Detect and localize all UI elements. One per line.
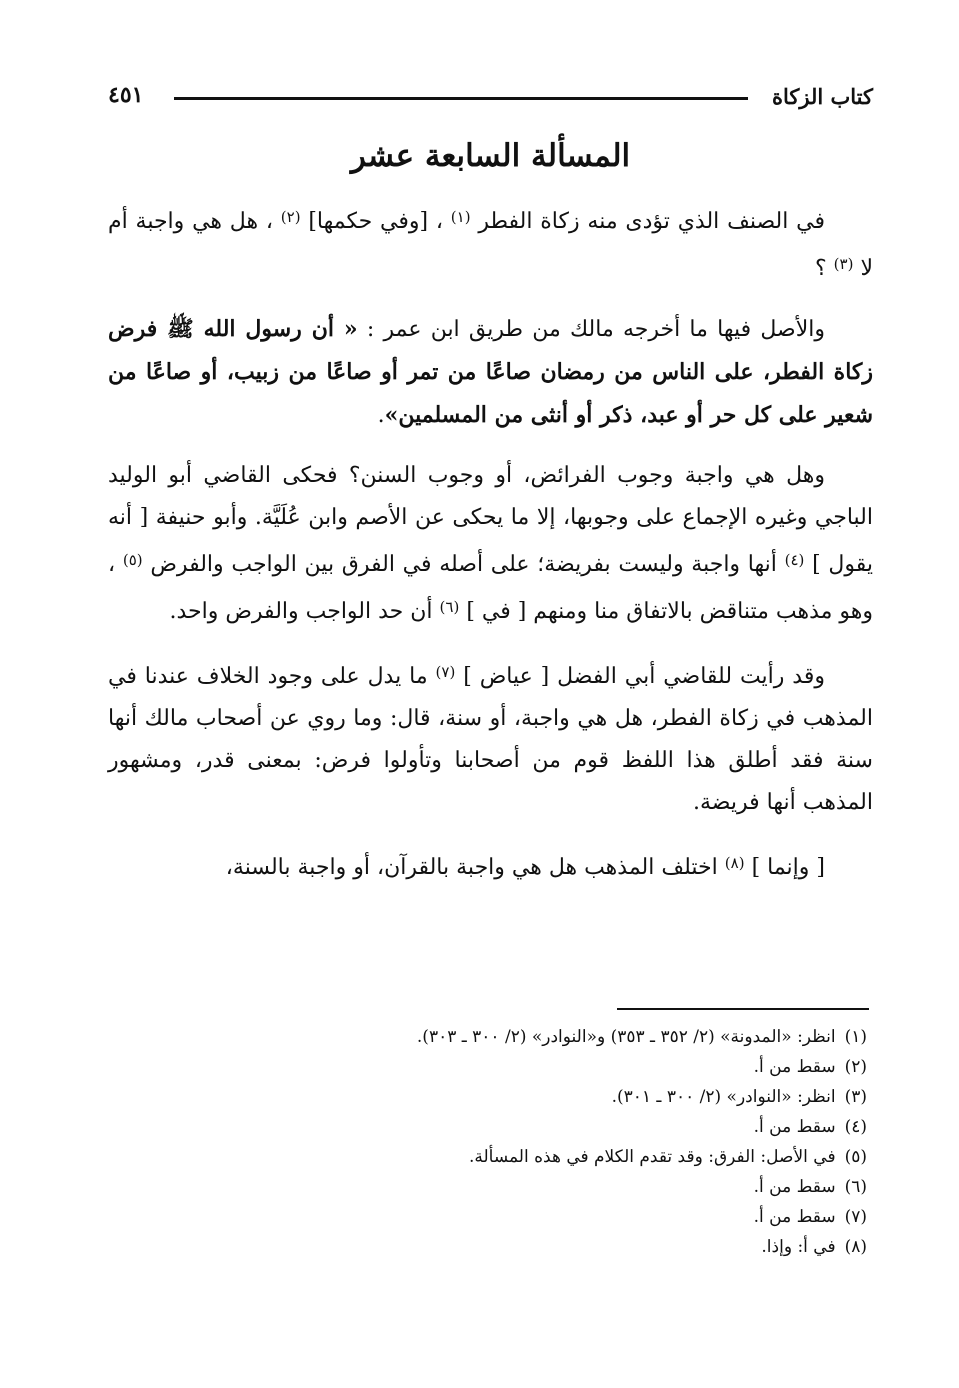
footnote-number: (٥) [844,1147,867,1167]
body-text [108,196,873,907]
text-run: ، هل هي واجبة أم لا [108,209,873,281]
footnote-text: انظر: «المدونة» (٢/ ٣٥٢ ـ ٣٥٣) و«النوادر» (٢/ ٣٠٠ ـ ٣٠٣). [416,1027,836,1047]
footnote-number: (٢) [844,1057,867,1077]
footnote-text: سقط من أ. [753,1207,836,1227]
text-run: اختلف المذهب هل هي واجبة بالقرآن، أو واجبة بالسنة، [225,855,718,880]
text-run: ، وهو مذهب متناقض بالاتفاق منا ومنهم [ في ] [108,552,873,624]
footnote-6 [108,1172,867,1202]
footnote-ref-4[interactable]: (٤) [784,551,805,569]
paragraph-5 [108,842,873,889]
footnote-7 [108,1202,867,1232]
footnote-text: سقط من أ. [753,1177,836,1197]
text-run: وهل هي واجبة وجوب الفرائض، أو وجوب السنن؟ فحكى القاضي أبو الوليد الباجي وغيره الإجماع على وجوبها، إلا ما يحكى عن الأصم وابن عُلَيَّة. وأبو حنيفة [ أنه يقول ] [108,463,873,577]
footnote-8 [108,1232,867,1262]
text-run: أنها واجبة وليست بفريضة؛ على أصله في الفرق بين الواجب والفرض [150,552,777,577]
text-run: في الصنف الذي تؤدى منه زكاة الفطر [478,209,826,234]
text-run: . [377,403,385,428]
text-run: ؟ [814,256,827,281]
footnote-text: في أ: وإذا. [761,1237,836,1257]
chapter-title: كتاب الزكاة [771,84,873,109]
section-title: المسألة السابعة عشر [350,138,631,174]
footnote-number: (٣) [844,1087,867,1107]
footnote-2 [108,1052,867,1082]
footnote-3 [108,1082,867,1112]
footnote-number: (١) [844,1027,867,1047]
text-run: وقد رأيت للقاضي أبي الفضل [ عياض ] [463,664,825,689]
footnote-text: في الأصل: الفرق: وقد تقدم الكلام في هذه المسألة. [468,1147,836,1167]
paragraph-2 [108,308,873,437]
footnote-ref-5[interactable]: (٥) [122,551,143,569]
text-run: والأصل فيها ما أخرجه مالك من طريق ابن عمر : [366,317,825,342]
footnote-text: انظر: «النوادر» (٢/ ٣٠٠ ـ ٣٠١). [611,1087,836,1107]
footnotes [108,1022,867,1262]
paragraph-3 [108,455,873,633]
footnote-text: سقط من أ. [753,1057,836,1077]
page-number: ٤٥١ [108,82,144,108]
footnote-number: (٦) [844,1177,867,1197]
footnote-number: (٧) [844,1207,867,1227]
text-run: أن حد الواجب والفرض واحد. [169,599,433,624]
text-run: [ وإنما ] [751,855,825,880]
footnote-ref-8[interactable]: (٨) [724,854,745,872]
hadith-quote: « أن رسول الله ﷺ فرض زكاة الفطر، على الناس من رمضان صاعًا من تمر أو صاعًا من زبيب، أو صاعًا من شعير على كل حر أو عبد، ذكر أو أنثى من المسلمين» [108,316,874,428]
footnote-text: سقط من أ. [753,1117,836,1137]
running-header [108,80,873,116]
footnote-ref-7[interactable]: (٧) [435,663,456,681]
paragraph-4 [108,651,873,824]
footnote-separator [617,1008,869,1010]
text-run: ، [وفي حكمها] [308,209,443,234]
footnote-ref-1[interactable]: (١) [450,208,471,226]
footnote-5 [108,1142,867,1172]
text-run: ما يدل على وجود الخلاف عندنا في المذهب في زكاة الفطر، هل هي واجبة، أو سنة، قال: وما روي عن أصحاب مالك أنها سنة فقد أطلق هذا اللفظ قوم من أصحابنا وتأولوا فرض: بمعنى قدر، ومشهور المذهب أنها فريضة. [108,664,873,815]
footnote-ref-3[interactable]: (٣) [833,255,854,273]
footnote-ref-6[interactable]: (٦) [439,598,460,616]
paragraph-1 [108,196,873,290]
footnote-number: (٨) [844,1237,867,1257]
header-rule [174,97,748,100]
footnote-1 [108,1022,867,1052]
footnote-4 [108,1112,867,1142]
footnote-number: (٤) [844,1117,867,1137]
footnote-ref-2[interactable]: (٢) [280,208,301,226]
